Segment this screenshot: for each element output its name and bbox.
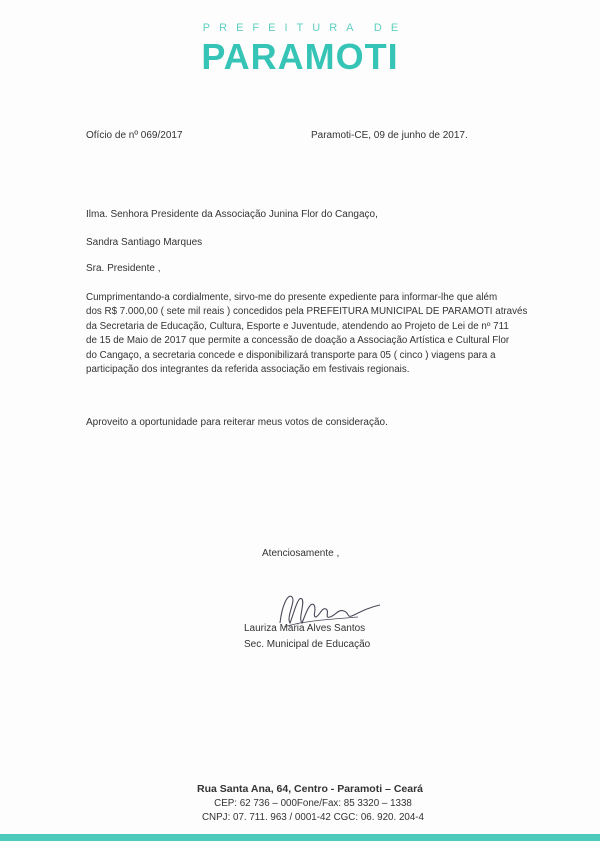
atenciosamente: Atenciosamente , bbox=[262, 548, 340, 559]
place-date: Paramoti-CE, 09 de junho de 2017. bbox=[311, 130, 468, 141]
addressee: Ilma. Senhora Presidente da Associação Junina Flor do Cangaço, bbox=[86, 209, 378, 220]
signer-name: Lauriza Maria Alves Santos bbox=[244, 623, 366, 634]
addressee-name: Sandra Santiago Marques bbox=[86, 237, 203, 248]
body-line: da Secretaria de Educação, Cultura, Esporte e Juventude, atendendo ao Projeto de Lei de nº 711 bbox=[86, 320, 509, 332]
body-line: participação dos integrantes da referida associação em festivais regionais. bbox=[86, 364, 410, 376]
letterhead bbox=[0, 22, 600, 76]
signer-title: Sec. Municipal de Educação bbox=[244, 639, 371, 650]
greeting: Sra. Presidente , bbox=[86, 263, 161, 274]
footer-accent-bar bbox=[0, 834, 600, 841]
body-line: Cumprimentando-a cordialmente, sirvo-me do presente expediente para informar-lhe que além bbox=[86, 292, 498, 303]
oficio-number: Ofício de nº 069/2017 bbox=[86, 130, 183, 141]
body-paragraph bbox=[86, 291, 528, 377]
letterhead-city: PARAMOTI bbox=[201, 36, 399, 77]
footer-cnpj: CNPJ: 07. 711. 963 / 0001-42 CGC: 06. 920. 204-4 bbox=[201, 812, 425, 823]
footer bbox=[0, 782, 600, 825]
letterhead-prefeitura: PREFEITURA DE bbox=[202, 22, 408, 34]
footer-address: Rua Santa Ana, 64, Centro - Paramoti – Ceará bbox=[196, 783, 424, 795]
footer-cep-phone: CEP: 62 736 – 000Fone/Fax: 85 3320 – 1338 bbox=[214, 798, 412, 809]
body-line: dos R$ 7.000,00 ( sete mil reais ) concedidos pela PREFEITURA MUNICIPAL DE PARAMOTI através bbox=[86, 306, 528, 318]
body-line: de 15 de Maio de 2017 que permite a concessão de doação a Associação Artística e Cultural Flor bbox=[86, 335, 510, 347]
body-line: do Cangaço, a secretaria concede e disponibilizará transporte para 05 ( cinco ) viagens para a bbox=[86, 349, 496, 361]
closing-line: Aproveito a oportunidade para reiterar meus votos de consideração. bbox=[86, 417, 388, 428]
